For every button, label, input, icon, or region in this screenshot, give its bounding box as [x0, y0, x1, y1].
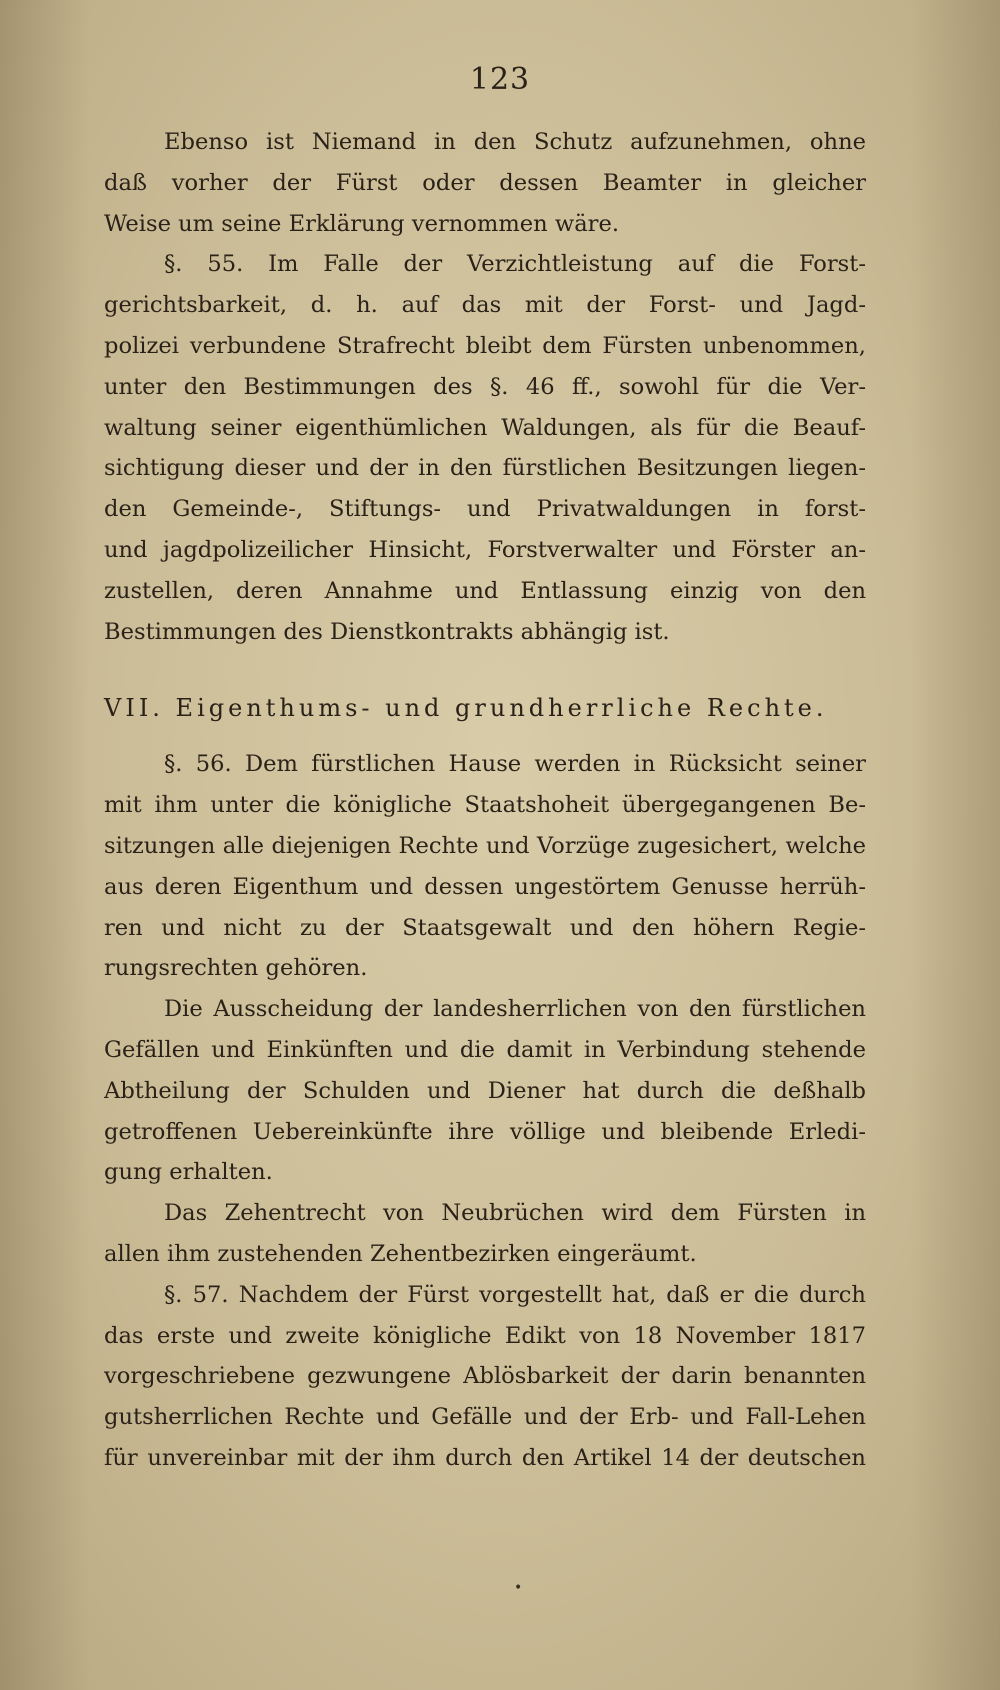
body-text — [104, 122, 866, 1479]
text-line: ren und nicht zu der Staatsgewalt und den höhern Regie- — [104, 914, 866, 941]
right-page-shadow — [910, 0, 1000, 1690]
text-line: Gefällen und Einkünften und die damit in Verbindung stehende — [104, 1036, 866, 1063]
text-line: unter den Bestimmungen des §. 46 ff., sowohl für die Ver- — [104, 373, 866, 400]
text-line: Abtheilung der Schulden und Diener hat durch die deßhalb — [104, 1077, 866, 1104]
section-54-55-text — [104, 122, 866, 652]
text-line: den Gemeinde-, Stiftungs- und Privatwaldungen in forst- — [104, 496, 866, 523]
text-line: polizei verbundene Strafrecht bleibt dem Fürsten unbenommen, — [104, 332, 866, 359]
text-line: §. 55. Im Falle der Verzichtleistung auf die Forst- — [164, 251, 866, 278]
text-line: Das Zehentrecht von Neubrüchen wird dem Fürsten in — [164, 1200, 866, 1227]
text-line: gung erhalten. — [104, 1159, 273, 1186]
text-line: mit ihm unter die königliche Staatshoheit übergegangenen Be- — [104, 792, 866, 819]
text-line: aus deren Eigenthum und dessen ungestörtem Genusse herrüh- — [104, 873, 866, 900]
text-line: rungsrechten gehören. — [104, 955, 368, 982]
text-line: §. 57. Nachdem der Fürst vorgestellt hat, daß er die durch — [164, 1281, 866, 1308]
text-line: das erste und zweite königliche Edikt von 18 November 1817 — [104, 1322, 866, 1349]
text-line: Die Ausscheidung der landesherrlichen von den fürstlichen — [164, 996, 866, 1023]
left-page-shadow — [0, 0, 90, 1690]
text-line: waltung seiner eigenthümlichen Waldungen, als für die Beauf- — [104, 414, 866, 441]
section-56-57-text — [104, 744, 866, 1478]
text-line: §. 56. Dem fürstlichen Hause werden in Rücksicht seiner — [164, 751, 866, 778]
text-line: Weise um seine Erklärung vernommen wäre. — [104, 210, 620, 237]
text-line: gerichtsbarkeit, d. h. auf das mit der Forst- und Jagd- — [104, 292, 866, 319]
chapter-heading: VII. Eigenthums- und grundherrliche Rechte. — [104, 694, 828, 723]
text-line: getroffenen Uebereinkünfte ihre völlige und bleibende Erledi- — [104, 1118, 866, 1145]
printer-mark: • — [514, 1580, 523, 1596]
text-line: Ebenso ist Niemand in den Schutz aufzunehmen, ohne — [164, 129, 866, 155]
text-line: gutsherrlichen Rechte und Gefälle und der Erb- und Fall-Lehen — [104, 1404, 866, 1431]
page-number: 123 — [469, 62, 531, 97]
text-line: sichtigung dieser und der in den fürstlichen Besitzungen liegen- — [104, 455, 866, 482]
text-line: für unvereinbar mit der ihm durch den Artikel 14 der deutschen — [104, 1444, 866, 1471]
text-line: allen ihm zustehenden Zehentbezirken eingeräumt. — [104, 1240, 697, 1267]
text-line: und jagdpolizeilicher Hinsicht, Forstverwalter und Förster an- — [104, 536, 866, 563]
text-line: vorgeschriebene gezwungene Ablösbarkeit der darin benannten — [104, 1363, 866, 1390]
section-gap — [104, 652, 866, 686]
section-gap — [104, 730, 866, 744]
text-line: Bestimmungen des Dienstkontrakts abhängig ist. — [104, 618, 670, 645]
text-line: zustellen, deren Annahme und Entlassung einzig von den — [104, 577, 866, 604]
text-line: daß vorher der Fürst oder dessen Beamter in gleicher — [104, 169, 866, 196]
text-line: sitzungen alle diejenigen Rechte und Vorzüge zugesichert, welche — [104, 832, 866, 859]
